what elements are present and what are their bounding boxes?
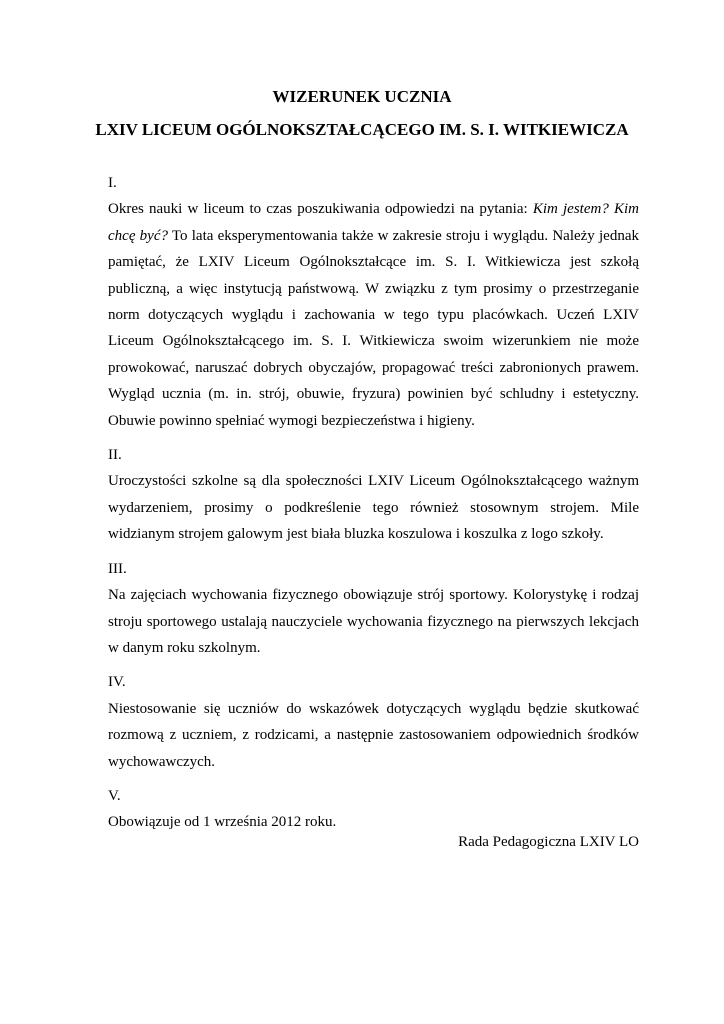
section-number: I.: [108, 175, 117, 191]
section-1: [108, 170, 639, 434]
section-4: [108, 669, 639, 775]
section-number: III.: [108, 560, 127, 577]
section-5: [108, 783, 639, 836]
section-3: [108, 556, 639, 662]
section-paragraph: Niestosowanie się uczniów do wskazówek dotyczących wyglądu będzie skutkować rozmową z uczniem, z rodzicami, a następnie zastosowaniem odpowiednich środków wychowawczych.: [108, 700, 639, 770]
paragraph-text: To lata eksperymentowania także w zakresie stroju i wyglądu. Należy jednak pamiętać, że LXIV Liceum Ogólnokształcące im. S. I. Witkiewicza jest szkołą publiczną, a więc instytucją państwową. W związku z tym prosimy o przestrzeganie norm dotyczących wyglądu i zachowania w tego typu placówkach. Uczeń LXIV Liceum Ogólnokształcącego im. S. I. Witkiewicza swoim wizerunkiem nie może prowokować, naruszać dobrych obyczajów, propagować treści zabronionych prawem. Wygląd ucznia (m. in. strój, obuwie, fryzura) powinien być schludny i estetyczny. Obuwie powinno spełniać wymogi bezpieczeństwa i higieny.: [108, 227, 639, 429]
section-paragraph: Obowiązuje od 1 września 2012 roku.: [108, 814, 337, 831]
document-body: [108, 170, 639, 836]
signature: Rada Pedagogiczna LXIV LO: [458, 834, 639, 850]
section-number: V.: [108, 787, 121, 804]
document-subtitle: LXIV LICEUM OGÓLNOKSZTAŁCĄCEGO IM. S. I. WITKIEWICZA: [95, 120, 629, 139]
section-paragraph: [108, 196, 639, 434]
section-number: II.: [108, 447, 122, 464]
section-number: IV.: [108, 674, 126, 691]
section-2: [108, 442, 639, 548]
paragraph-italic-text: Kim jestem? Kim chcę być?: [108, 201, 639, 244]
document-title: WIZERUNEK UCZNIA: [272, 87, 452, 106]
paragraph-text: Okres nauki w liceum to czas poszukiwania odpowiedzi na pytania:: [108, 201, 533, 218]
section-paragraph: Na zajęciach wychowania fizycznego obowiązuje strój sportowy. Kolorystykę i rodzaj stroju sportowego ustalają nauczyciele wychowania fizycznego na pierwszych lekcjach w danym roku szkolnym.: [108, 587, 639, 656]
section-paragraph: Uroczystości szkolne są dla społeczności LXIV Liceum Ogólnokształcącego ważnym wydarzeniem, prosimy o podkreślenie tego również stosownym strojem. Mile widzianym strojem galowym jest biała bluzka koszulowa i koszulka z logo szkoły.: [108, 473, 639, 543]
